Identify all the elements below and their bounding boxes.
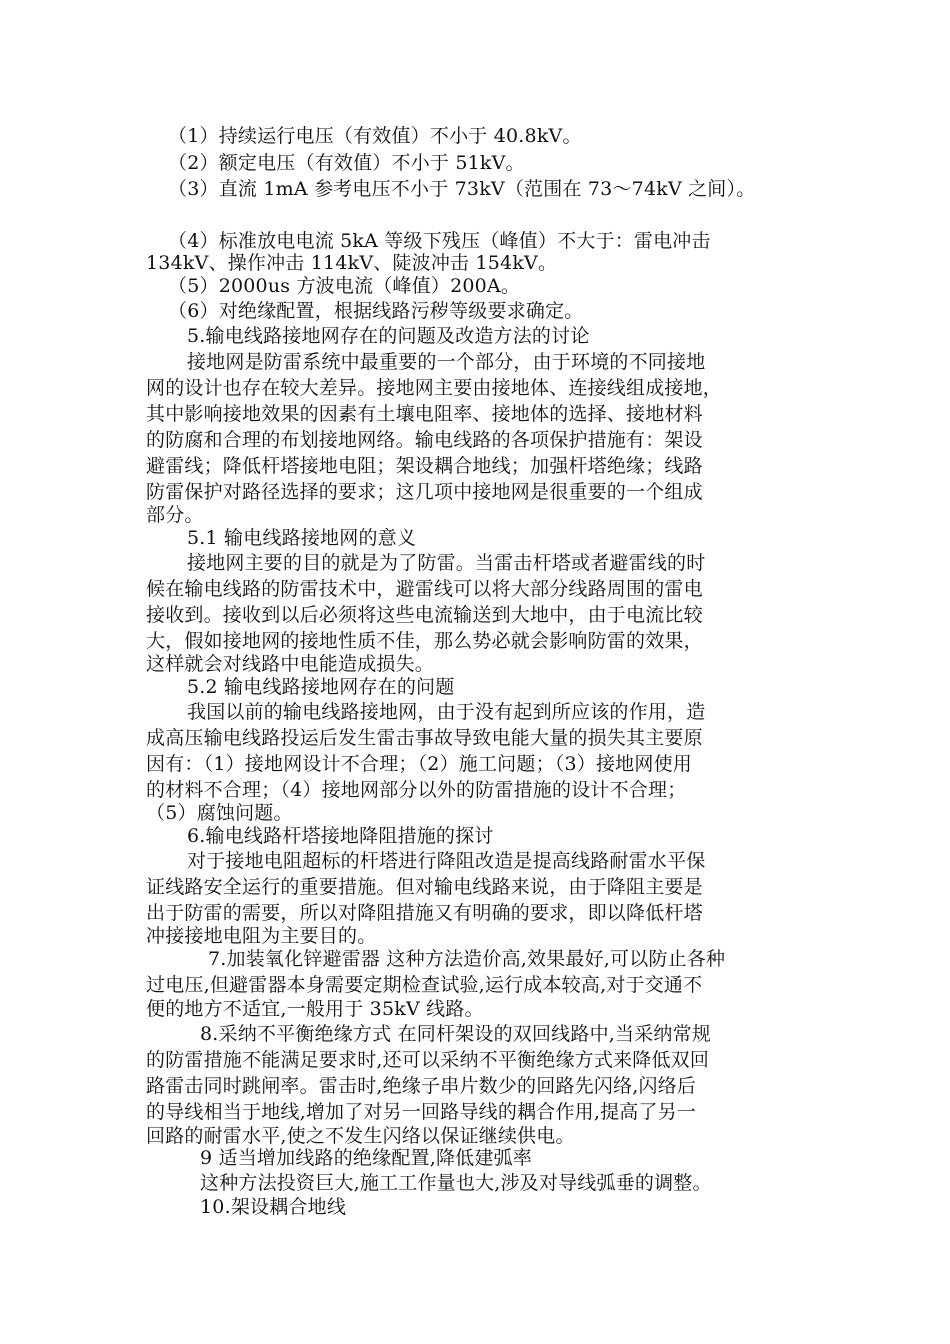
section-heading: 5.1 输电线路接地网的意义 — [187, 527, 417, 549]
text-line: 因有：（1）接地网设计不合理；（2）施工问题；（3）接地网使用 — [146, 753, 692, 775]
text-line: 接地网主要的目的就是为了防雷。当雷击杆塔或者避雷线的时 — [187, 552, 706, 574]
text-line: 的导线相当于地线,增加了对另一回路导线的耦合作用,提高了另一 — [146, 1101, 697, 1123]
text-line: 候在输电线路的防雷技术中，避雷线可以将大部分线路周围的雷电 — [146, 578, 703, 600]
text-line: 网的设计也存在较大差异。接地网主要由接地体、连接线组成接地， — [146, 377, 723, 399]
text-line: （1）持续运行电压（有效值）不小于 40.8kV。 — [168, 125, 582, 147]
text-line: 这样就会对线路中电能造成损失。 — [146, 653, 435, 675]
text-line: 路雷击同时跳闸率。雷击时,绝缘子串片数少的回路先闪络,闪络后 — [146, 1075, 697, 1097]
text-line: 9 适当增加线路的绝缘配置,降低建弧率 — [200, 1147, 532, 1169]
text-line: 回路的耐雷水平,使之不发生闪络以保证继续供电。 — [146, 1125, 575, 1147]
text-line: 的防雷措施不能满足要求时,还可以采纳不平衡绝缘方式来降低双回 — [146, 1049, 710, 1071]
text-line: 8.采纳不平衡绝缘方式 在同杆架设的双回线路中,当采纳常规 — [200, 1023, 712, 1045]
text-line: （4）标准放电电流 5kA 等级下残压（峰值）不大于：雷电冲击 — [168, 230, 711, 252]
text-line: 防雷保护对路径选择的要求；这几项中接地网是很重要的一个组成 — [146, 481, 703, 503]
text-line: 冲接接地电阻为主要目的。 — [146, 925, 377, 947]
text-line: 接地网是防雷系统中最重要的一个部分，由于环境的不同接地 — [187, 351, 706, 373]
text-line: 大，假如接地网的接地性质不佳，那么势必就会影响防雷的效果， — [146, 630, 703, 652]
text-line: 10.架设耦合地线 — [200, 1196, 347, 1218]
text-line: 我国以前的输电线路接地网，由于没有起到所应该的作用，造 — [187, 701, 706, 723]
text-line: 的防腐和合理的布划接地网络。输电线路的各项保护措施有：架设 — [146, 429, 703, 451]
text-line: 成高压输电线路投运后发生雷击事故导致电能大量的损失其主要原 — [146, 727, 703, 749]
text-line: 这种方法投资巨大,施工工作量也大,涉及对导线弧垂的调整。 — [200, 1172, 712, 1194]
text-line: 对于接地电阻超标的杆塔进行降阻改造是提高线路耐雷水平保 — [187, 850, 706, 872]
text-line: （2）额定电压（有效值）不小于 51kV。 — [168, 152, 525, 174]
text-line: （5）腐蚀问题。 — [146, 802, 293, 824]
section-heading: 5.输电线路接地网存在的问题及改造方法的讨论 — [187, 325, 590, 347]
text-line: 134kV、操作冲击 114kV、陡波冲击 154kV。 — [146, 252, 558, 274]
text-line: 避雷线；降低杆塔接地电阻；架设耦合地线；加强杆塔绝缘；线路 — [146, 455, 703, 477]
text-line: 出于防雷的需要，所以对降阻措施又有明确的要求，即以降低杆塔 — [146, 902, 703, 924]
text-line: 证线路安全运行的重要措施。但对输电线路来说，由于降阻主要是 — [146, 876, 703, 898]
text-line: 接收到。接收到以后必须将这些电流输送到大地中，由于电流比较 — [146, 604, 703, 626]
text-line: 其中影响接地效果的因素有土壤电阻率、接地体的选择、接地材料 — [146, 403, 703, 425]
text-line: 的材料不合理；（4）接地网部分以外的防雷措施的设计不合理； — [146, 779, 687, 801]
text-line: （3）直流 1mA 参考电压不小于 73kV（范围在 73～74kV 之间）。 — [168, 178, 756, 200]
text-line: 7.加装氧化锌避雷器 这种方法造价高,效果最好,可以防止各种 — [208, 948, 726, 970]
text-line: （5）2000us 方波电流（峰值）200A。 — [168, 275, 521, 297]
text-line: 便的地方不适宜,一般用于 35kV 线路。 — [146, 998, 484, 1020]
section-heading: 5.2 输电线路接地网存在的问题 — [187, 676, 455, 698]
section-heading: 6.输电线路杆塔接地降阻措施的探讨 — [187, 825, 494, 847]
text-line: 过电压,但避雷器本身需要定期检查试验,运行成本较高,对于交通不 — [146, 974, 703, 996]
text-line: 部分。 — [146, 504, 204, 526]
text-line: （6）对绝缘配置，根据线路污秽等级要求确定。 — [168, 300, 584, 322]
